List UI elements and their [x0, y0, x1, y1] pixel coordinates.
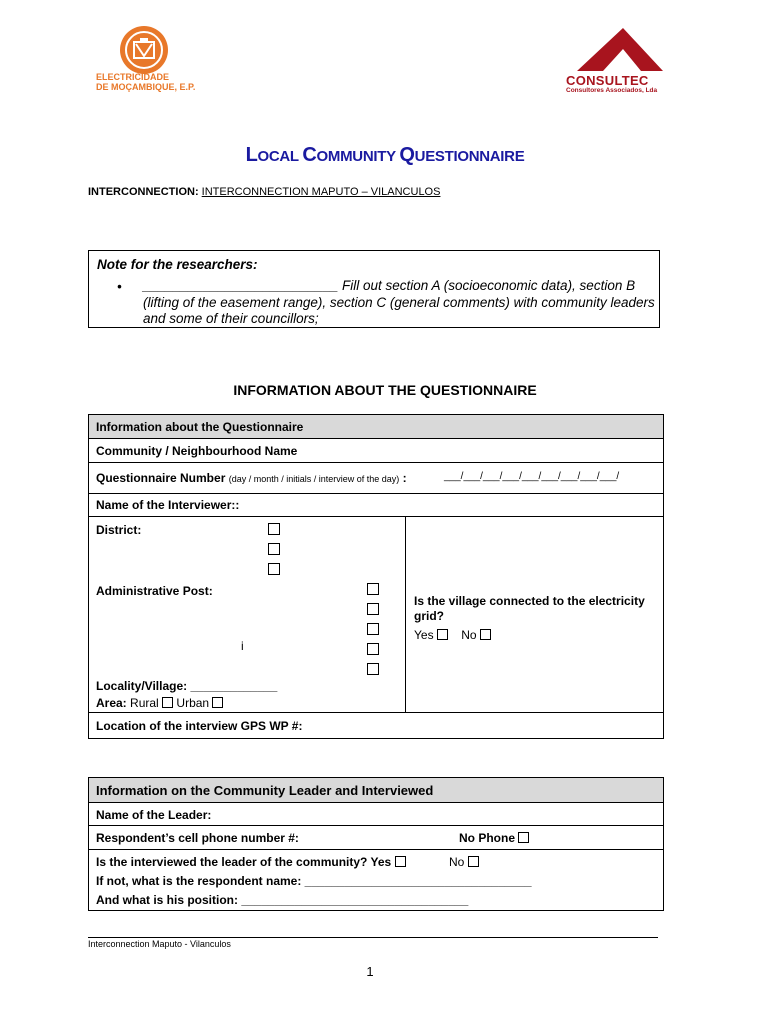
- rural-checkbox[interactable]: [162, 697, 173, 708]
- consultec-subtitle: Consultores Associados, Lda: [566, 87, 658, 94]
- grid-connected-answers: Yes No: [414, 628, 491, 642]
- phone-row: [89, 826, 663, 850]
- area-line: Area: Rural Urban: [96, 696, 223, 710]
- is-leader-question: Is the interviewed the leader of the community? Yes: [96, 855, 406, 869]
- edm-logo-text: ELECTRICIDADE DE MOÇAMBIQUE, E.P.: [96, 72, 196, 92]
- note-title: Note for the researchers:: [97, 257, 258, 272]
- interconnection-line: [88, 186, 440, 198]
- admin-post-label: Administrative Post:: [96, 584, 213, 598]
- table-header: Information about the Questionnaire: [89, 415, 663, 439]
- admin-post-checkbox[interactable]: [367, 623, 379, 635]
- interviewer-row: [89, 494, 663, 517]
- qnum-blanks[interactable]: ___/___/___/___/___/___/___/___/___/: [444, 471, 620, 482]
- gps-row: [89, 713, 663, 738]
- admin-post-checkbox[interactable]: [367, 643, 379, 655]
- respondent-name-label: If not, what is the respondent name: __________________________________: [96, 874, 532, 888]
- respondent-position-label: And what is his position: __________________________________: [96, 893, 469, 907]
- footer-divider: [88, 937, 658, 938]
- table-header: Information on the Community Leader and Interviewed: [89, 778, 663, 803]
- grid-no-checkbox[interactable]: [480, 629, 491, 640]
- edm-logo: [118, 24, 170, 76]
- consultec-logo: [565, 25, 665, 80]
- grid-connected-question: Is the village connected to the electricity grid?: [414, 594, 645, 623]
- interviewer-label: Name of the Interviewer::: [96, 498, 240, 512]
- admin-post-checkbox[interactable]: [367, 603, 379, 615]
- locality-label: Locality/Village: _____________: [96, 679, 278, 693]
- interconnection-value: INTERCONNECTION MAPUTO – VILANCULOS: [201, 186, 441, 198]
- district-label: District:: [96, 523, 142, 537]
- no-phone-checkbox[interactable]: [518, 832, 529, 843]
- stray-text: i: [241, 639, 244, 653]
- community-leader-table: [88, 777, 664, 911]
- interconnection-label: INTERCONNECTION:: [88, 186, 199, 198]
- district-checkbox[interactable]: [268, 543, 280, 555]
- section-title: INFORMATION ABOUT THE QUESTIONNAIRE: [233, 382, 537, 398]
- qnum-label: Questionnaire Number: [96, 471, 226, 485]
- admin-post-checkbox[interactable]: [367, 583, 379, 595]
- is-leader-no: No: [449, 855, 479, 869]
- community-label: Community / Neighbourhood Name: [96, 444, 298, 458]
- note-text: __________________________ Fill out section A (socioeconomic data), section B (lifting of the easement range), section C (general comments) with community leaders and some of their councillors;: [143, 278, 655, 326]
- urban-checkbox[interactable]: [212, 697, 223, 708]
- is-leader-yes-checkbox[interactable]: [395, 856, 406, 867]
- no-phone-label: No Phone: [459, 831, 529, 845]
- questionnaire-info-table: [88, 414, 664, 739]
- page-title: LOCAL COMMUNITY QUESTIONNAIRE: [245, 144, 525, 166]
- location-block: [89, 517, 663, 713]
- leader-name-label: Name of the Leader:: [96, 808, 212, 822]
- leader-name-row: [89, 803, 663, 826]
- district-checkbox[interactable]: [268, 523, 280, 535]
- grid-yes-checkbox[interactable]: [437, 629, 448, 640]
- footer-text: Interconnection Maputo - Vilanculos: [88, 939, 231, 949]
- note-bullet: •: [117, 279, 122, 294]
- phone-label: Respondent’s cell phone number #:: [96, 831, 299, 845]
- admin-post-checkbox[interactable]: [367, 663, 379, 675]
- page-number: 1: [366, 964, 374, 979]
- community-row: [89, 439, 663, 463]
- respondent-row: [89, 850, 663, 912]
- is-leader-no-checkbox[interactable]: [468, 856, 479, 867]
- district-checkbox[interactable]: [268, 563, 280, 575]
- gps-label: Location of the interview GPS WP #:: [96, 719, 303, 733]
- consultec-name: CONSULTEC: [566, 73, 649, 88]
- researcher-note-box: [88, 250, 660, 328]
- questionnaire-number-row: Questionnaire Number (day / month / initials / interview of the day) : ___/___/___/___/___/___/___/___/___/: [89, 463, 663, 494]
- qnum-hint: (day / month / initials / interview of the day): [228, 474, 400, 484]
